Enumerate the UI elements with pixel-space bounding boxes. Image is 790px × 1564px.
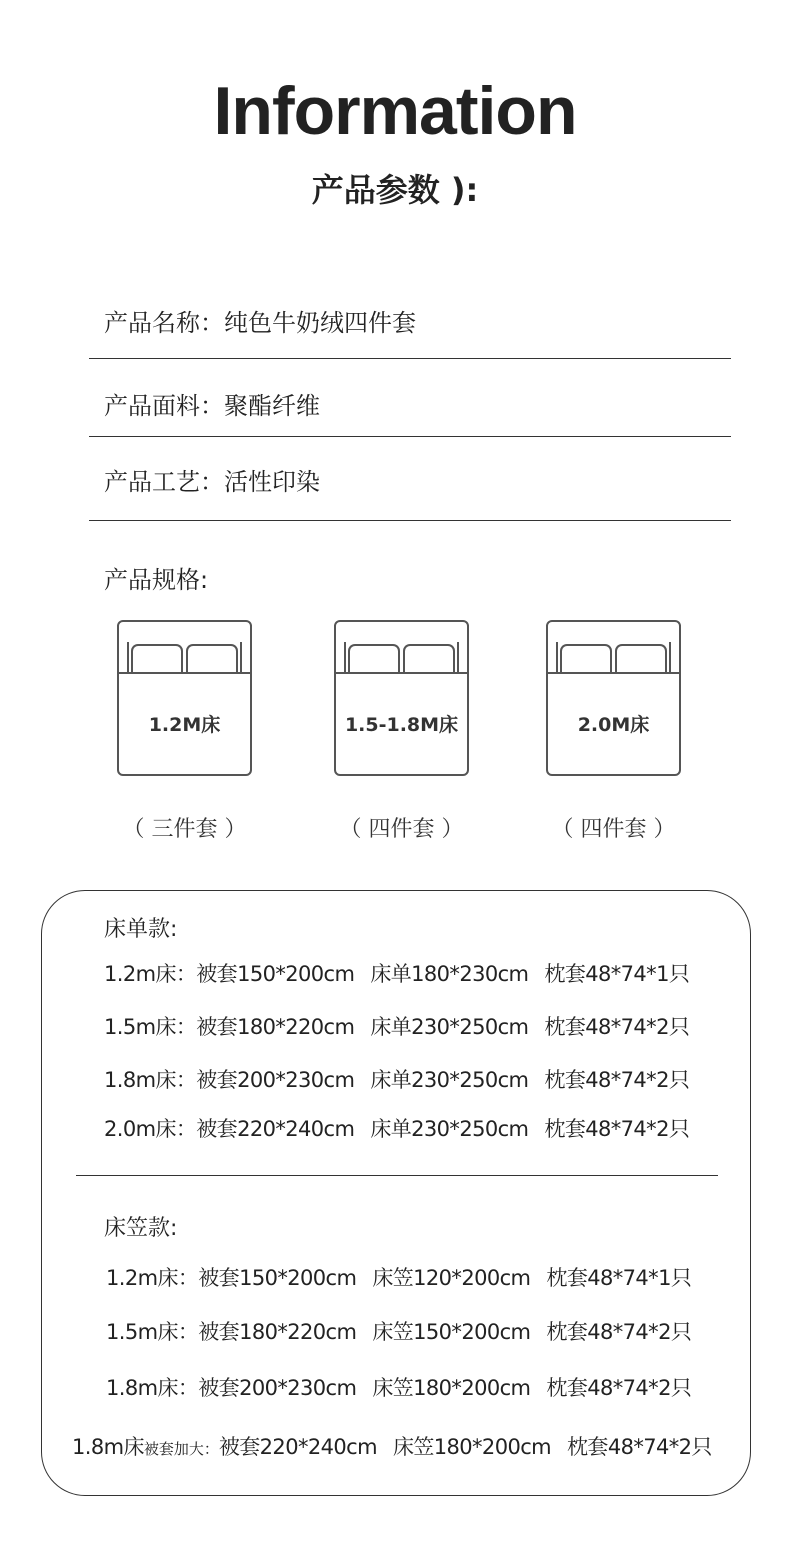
page-title: Information bbox=[213, 73, 577, 149]
bed-size-label: 2.0M床 bbox=[577, 714, 650, 736]
divider bbox=[76, 1175, 718, 1176]
spec-row: 1.8m床：被套200*230cm 床单230*250cm 枕套48*74*2只 bbox=[104, 1068, 690, 1092]
set-count-label: （ 四件套 ） bbox=[551, 817, 676, 842]
set-count-label: （ 三件套 ） bbox=[122, 817, 247, 842]
spec-row: 1.2m床：被套150*200cm 床笠120*200cm 枕套48*74*1只 bbox=[106, 1266, 692, 1290]
bed-size-label: 1.2M床 bbox=[148, 714, 221, 736]
divider bbox=[89, 520, 731, 521]
product-process: 产品工艺：活性印染 bbox=[104, 468, 320, 496]
bed-size-label: 1.5-1.8M床 bbox=[344, 714, 459, 736]
spec-row: 1.8m床：被套200*230cm 床笠180*200cm 枕套48*74*2只 bbox=[106, 1376, 692, 1400]
pillow-icon bbox=[560, 644, 612, 674]
spec-row: 1.5m床：被套180*220cm 床笠150*200cm 枕套48*74*2只 bbox=[106, 1320, 692, 1344]
bed-icon bbox=[117, 620, 252, 776]
product-fabric: 产品面料：聚酯纤维 bbox=[104, 392, 320, 420]
spec-label: 产品规格: bbox=[104, 566, 209, 594]
bed-icon bbox=[334, 620, 469, 776]
page-subtitle: 产品参数 ): bbox=[311, 171, 479, 209]
fitted-style-title: 床笠款: bbox=[104, 1216, 178, 1241]
pillow-icon bbox=[403, 644, 455, 674]
pillow-icon bbox=[186, 644, 238, 674]
spec-row: 1.2m床：被套150*200cm 床单180*230cm 枕套48*74*1只 bbox=[104, 962, 690, 986]
pillow-icon bbox=[131, 644, 183, 674]
spec-row: 1.8m床被套加大：被套220*240cm 床笠180*200cm 枕套48*74*2只 bbox=[72, 1435, 712, 1459]
divider bbox=[89, 358, 731, 359]
bed-icon bbox=[546, 620, 681, 776]
spec-row: 2.0m床：被套220*240cm 床单230*250cm 枕套48*74*2只 bbox=[104, 1117, 690, 1141]
sheet-style-title: 床单款: bbox=[104, 917, 178, 942]
spec-row: 1.5m床：被套180*220cm 床单230*250cm 枕套48*74*2只 bbox=[104, 1015, 690, 1039]
product-name: 产品名称：纯色牛奶绒四件套 bbox=[104, 309, 416, 337]
set-count-label: （ 四件套 ） bbox=[339, 817, 464, 842]
divider bbox=[89, 436, 731, 437]
pillow-icon bbox=[348, 644, 400, 674]
pillow-icon bbox=[615, 644, 667, 674]
